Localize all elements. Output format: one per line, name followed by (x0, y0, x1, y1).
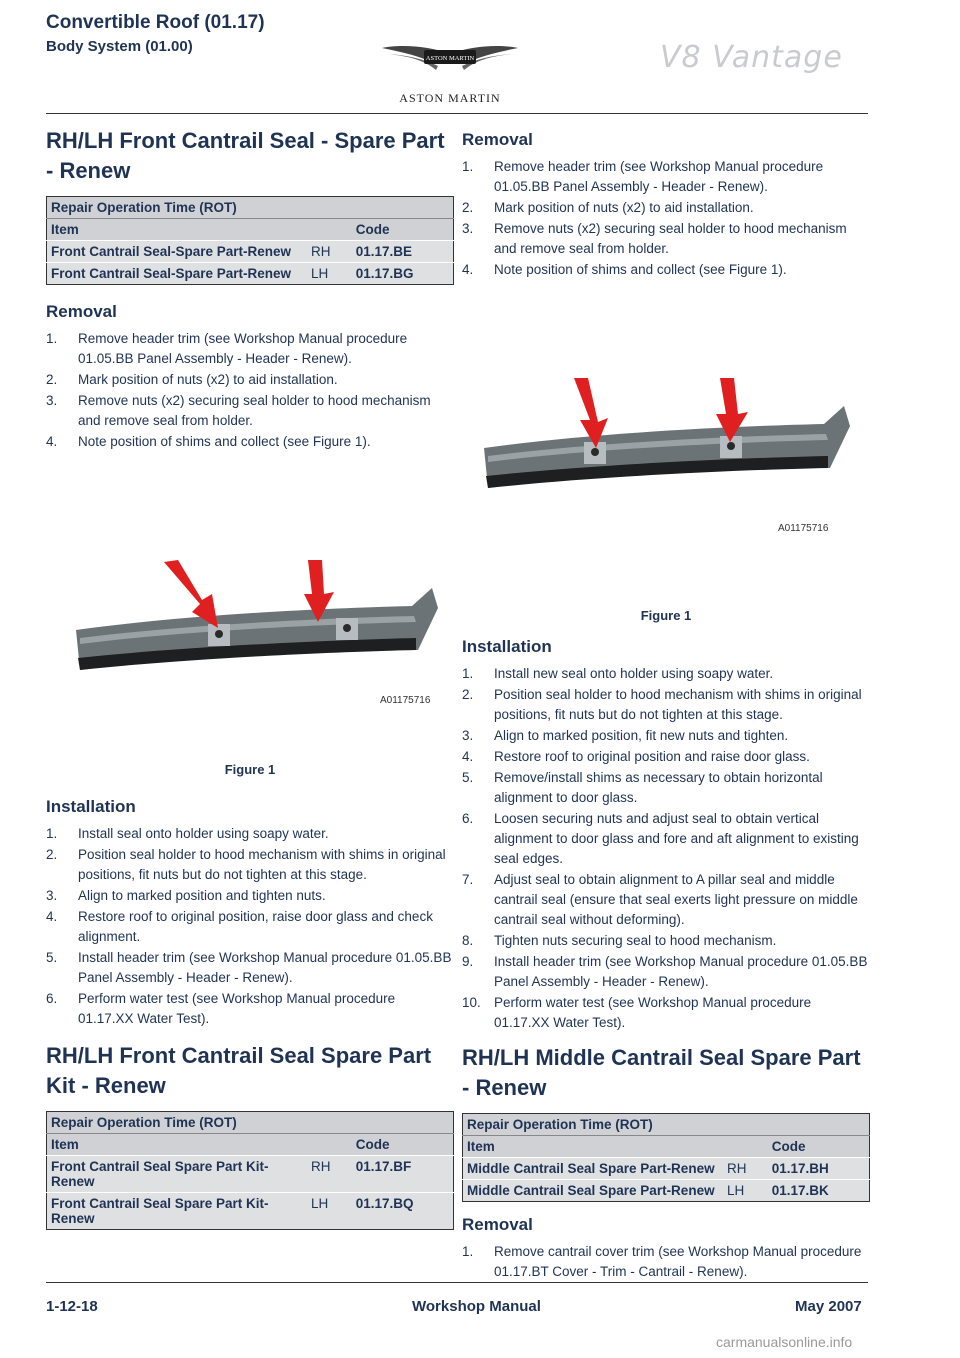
removal-steps (462, 157, 870, 280)
removal-steps (462, 1242, 870, 1282)
manual-name: Workshop Manual (412, 1298, 541, 1315)
list-item: 10. Perform water test (see Workshop Manual procedure 01.17.XX Water Test). (462, 995, 812, 1030)
table-row: Front Cantrail Seal-Spare Part-Renew LH 01.17.BG (47, 263, 454, 285)
publication-date: May 2007 (795, 1298, 862, 1315)
table-row: Front Cantrail Seal Spare Part Kit-Renew LH 01.17.BQ (47, 1193, 454, 1230)
rot-caption: Repair Operation Time (ROT) (47, 1112, 454, 1134)
table-row: Middle Cantrail Seal Spare Part-Renew RH 01.17.BH (463, 1158, 870, 1180)
figure-caption: Figure 1 (640, 608, 692, 623)
section-title: Convertible Roof (01.17) (46, 12, 265, 33)
figure-code: A01175716 (380, 695, 431, 706)
list-item: 4. Restore roof to original position, raise door glass and check alignment. (46, 909, 433, 944)
col-item: Item (47, 219, 307, 241)
list-item: 7. Adjust seal to obtain alignment to A pillar seal and middle cantrail seal (ensure that seal exerts light pressure on middle cantrail seal without deforming). (462, 872, 858, 927)
list-item: 1. Install seal onto holder using soapy water. (46, 826, 329, 841)
list-item: 1. Install new seal onto holder using soapy water. (462, 666, 774, 681)
rot-caption: Repair Operation Time (ROT) (463, 1114, 870, 1136)
list-item: 2. Mark position of nuts (x2) to aid installation. (462, 200, 754, 215)
aston-martin-wings-logo (380, 40, 520, 84)
list-item: 2. Mark position of nuts (x2) to aid installation. (46, 372, 338, 387)
installation-steps (462, 664, 870, 1033)
removal-heading: Removal (46, 302, 117, 321)
list-item: 1. Remove header trim (see Workshop Manual procedure 01.05.BB Panel Assembly - Header - Renew). (46, 331, 408, 366)
list-item: 6. Perform water test (see Workshop Manual procedure 01.17.XX Water Test). (46, 991, 396, 1026)
figure-code: A01175716 (778, 523, 829, 534)
list-item: 4. Note position of shims and collect (see Figure 1). (462, 262, 787, 277)
removal-heading: Removal (462, 1215, 533, 1234)
cantrail-seal-image (72, 558, 442, 700)
list-item: 3. Remove nuts (x2) securing seal holder to hood mechanism and remove seal from holder. (46, 393, 431, 428)
rot-table (46, 1111, 454, 1230)
section-heading: RH/LH Front Cantrail Seal Spare Part Kit - Renew (46, 1043, 432, 1098)
rot-caption: Repair Operation Time (ROT) (47, 197, 454, 219)
list-item: 3. Remove nuts (x2) securing seal holder to hood mechanism and remove seal from holder. (462, 221, 847, 256)
removal-steps (46, 329, 454, 452)
list-item: 2. Position seal holder to hood mechanism with shims in original positions, fit nuts but do not tighten at this stage. (462, 687, 862, 722)
section-heading: RH/LH Middle Cantrail Seal Spare Part - Renew (462, 1045, 861, 1100)
list-item: 4. Restore roof to original position and raise door glass. (462, 749, 810, 764)
list-item: 3. Align to marked position, fit new nuts and tighten. (462, 728, 789, 743)
list-item: 3. Align to marked position and tighten nuts. (46, 888, 326, 903)
col-code: Code (352, 219, 454, 241)
figure-1 (462, 290, 870, 626)
logo-badge-text: ASTON MARTIN (425, 55, 475, 62)
installation-steps (46, 824, 454, 1029)
installation-heading: Installation (462, 637, 552, 656)
list-item: 5. Install header trim (see Workshop Manual procedure 01.05.BB Panel Assembly - Header - Renew). (46, 950, 452, 985)
header-divider (46, 113, 868, 114)
col-item: Item (463, 1136, 723, 1158)
footer-divider (46, 1282, 868, 1283)
page-number: 1-12-18 (46, 1298, 98, 1315)
table-row: Front Cantrail Seal-Spare Part-Renew RH 01.17.BE (47, 241, 454, 263)
removal-heading: Removal (462, 130, 533, 149)
installation-heading: Installation (46, 797, 136, 816)
left-column (46, 126, 454, 1230)
right-column (462, 129, 870, 1292)
watermark: carmanualsonline.info (716, 1334, 853, 1350)
model-name: V8 Vantage (660, 40, 843, 75)
list-item: 9. Install header trim (see Workshop Manual procedure 01.05.BB Panel Assembly - Header - Renew). (462, 954, 868, 989)
col-code: Code (352, 1134, 454, 1156)
list-item: 4. Note position of shims and collect (see Figure 1). (46, 434, 371, 449)
section-heading: RH/LH Front Cantrail Seal - Spare Part - Renew (46, 128, 445, 183)
list-item: 6. Loosen securing nuts and adjust seal to obtain vertical alignment to door glass and fore and aft alignment to existing seal edges. (462, 811, 859, 866)
rot-table (46, 196, 454, 285)
list-item: 1. Remove header trim (see Workshop Manual procedure 01.05.BB Panel Assembly - Header - Renew). (462, 159, 824, 194)
brand-name: ASTON MARTIN (399, 91, 501, 105)
col-item: Item (47, 1134, 307, 1156)
table-row: Front Cantrail Seal Spare Part Kit-Renew RH 01.17.BF (47, 1156, 454, 1193)
figure-caption: Figure 1 (224, 762, 276, 777)
list-item: 1. Remove cantrail cover trim (see Workshop Manual procedure 01.17.BT Cover - Trim - Cantrail - Renew). (462, 1244, 862, 1279)
system-subtitle: Body System (01.00) (46, 38, 193, 55)
rot-table (462, 1113, 870, 1202)
table-row: Middle Cantrail Seal Spare Part-Renew LH 01.17.BK (463, 1180, 870, 1202)
list-item: 2. Position seal holder to hood mechanism with shims in original positions, fit nuts but do not tighten at this stage. (46, 847, 446, 882)
figure-1 (46, 462, 454, 782)
list-item: 5. Remove/install shims as necessary to obtain horizontal alignment to door glass. (462, 770, 823, 805)
list-item: 8. Tighten nuts securing seal to hood mechanism. (462, 933, 777, 948)
cantrail-seal-image (480, 376, 856, 516)
col-code: Code (768, 1136, 870, 1158)
